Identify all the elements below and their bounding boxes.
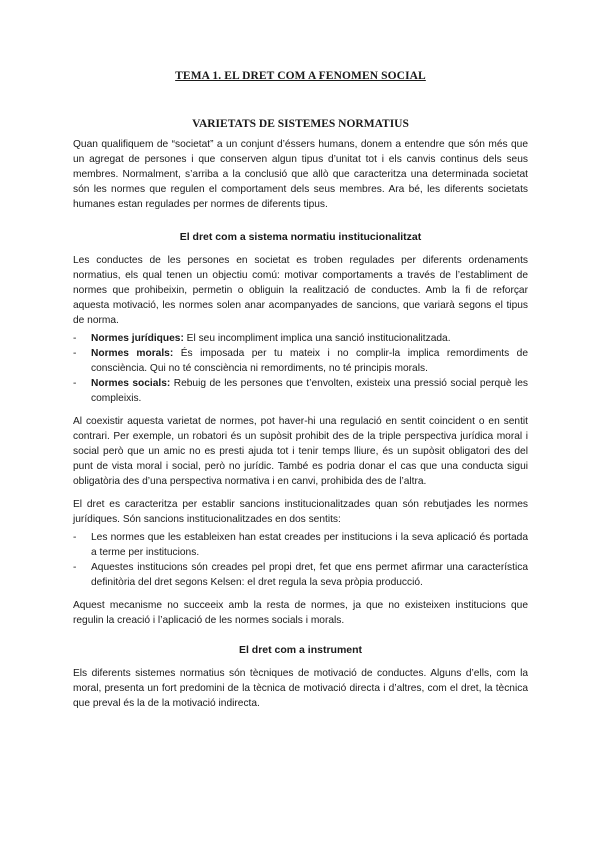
norm-description: El seu incompliment implica una sanció institucionalitzada.	[183, 333, 451, 344]
norm-term: Normes jurídiques:	[91, 333, 184, 344]
subsection-heading-instrument: El dret com a instrument	[238, 644, 363, 656]
norm-term: Normes morals:	[91, 348, 174, 359]
norm-types-list	[73, 331, 528, 406]
list-item-legal-norms	[73, 331, 528, 346]
section-intro-paragraph: Quan qualifiquem de “societat” a un conjunt d’éssers humans, donem a entendre que són més que un agregat de persones i que conserven algun tipus d’unitat tot i els canvis continus dels seus membres. Normalment, s’arriba a la conclusió que allò que caracteritza una determinada societat són les normes que regulen el comportament dels seus membres. Ara bé, les diferents societats humanes estan regulades per normes de diferents tipus.	[73, 139, 528, 210]
norm-description: És imposada per tu mateix i no complir-la implica remordiments de consciència. Qui no té consciència ni remordiments, no té principis morals.	[91, 348, 528, 374]
norm-term: Normes socials:	[91, 378, 171, 389]
senses-list	[73, 530, 528, 590]
list-item-social-norms	[73, 376, 528, 406]
coexistence-paragraph: Al coexistir aquesta varietat de normes, pot haver-hi una regulació en sentit coincident o en sentit contrari. Per exemple, un robatori és un supòsit prohibit des de la triple perspectiva jurídica moral i social però que un amic no es presti ajuda tot i tenir temps lliure, és un supòsit obligatori des del punt de vista moral i social, però no jurídic. També es podria donar el cas que una conducta sigui obligatòria des d’una perspectiva normativa i en canvi, prohibida des de l’altra.	[73, 416, 528, 487]
section-title: VARIETATS DE SISTEMES NORMATIUS	[192, 118, 409, 130]
norms-intro-paragraph: Les conductes de les persones en societat es troben regulades per diferents ordenaments normatius, els qual tenen un objectiu comú: motivar comportaments a través de l’establiment de normes que prohibeixin, permetin o obliguin la realització de conductes. Amb la fi de reforçar aquesta motivació, les normes solen anar acompanyades de sancions, que variarà segons el tipus de norma.	[73, 255, 528, 326]
list-item-sense: - Aquestes institucions són creades pel propi dret, fet que ens permet afirmar una característica definitòria del dret segons Kelsen: el dret regula la seva pròpia producció.	[73, 560, 528, 590]
page-title: TEMA 1. EL DRET COM A FENOMEN SOCIAL	[175, 70, 426, 82]
instrument-paragraph: Els diferents sistemes normatius són tècniques de motivació de conductes. Alguns d’ells, com la moral, presenta un fort predomini de la tècnica de motivació directa i d’altres, com el dret, la tècnica que preval és la de la motivació indirecta.	[73, 668, 528, 709]
sanctions-paragraph: El dret es caracteritza per establir sancions institucionalitzades quan són rebutjades les normes jurídiques. Són sancions institucionalitzades en dos sentits:	[73, 499, 528, 525]
mechanism-paragraph: Aquest mecanisme no succeeix amb la resta de normes, ja que no existeixen institucions que regulin la creació i l’aplicació de les normes socials i morals.	[73, 600, 528, 626]
list-item-sense: - Les normes que les estableixen han estat creades per institucions i la seva aplicació és portada a terme per institucions.	[73, 530, 528, 560]
list-item-moral-norms	[73, 346, 528, 376]
norm-description: Rebuig de les persones que t’envolten, existeix una pressió social perquè les compleixis.	[91, 378, 528, 404]
subsection-heading-institutional: El dret com a sistema normatiu institucionalitzat	[179, 231, 422, 243]
